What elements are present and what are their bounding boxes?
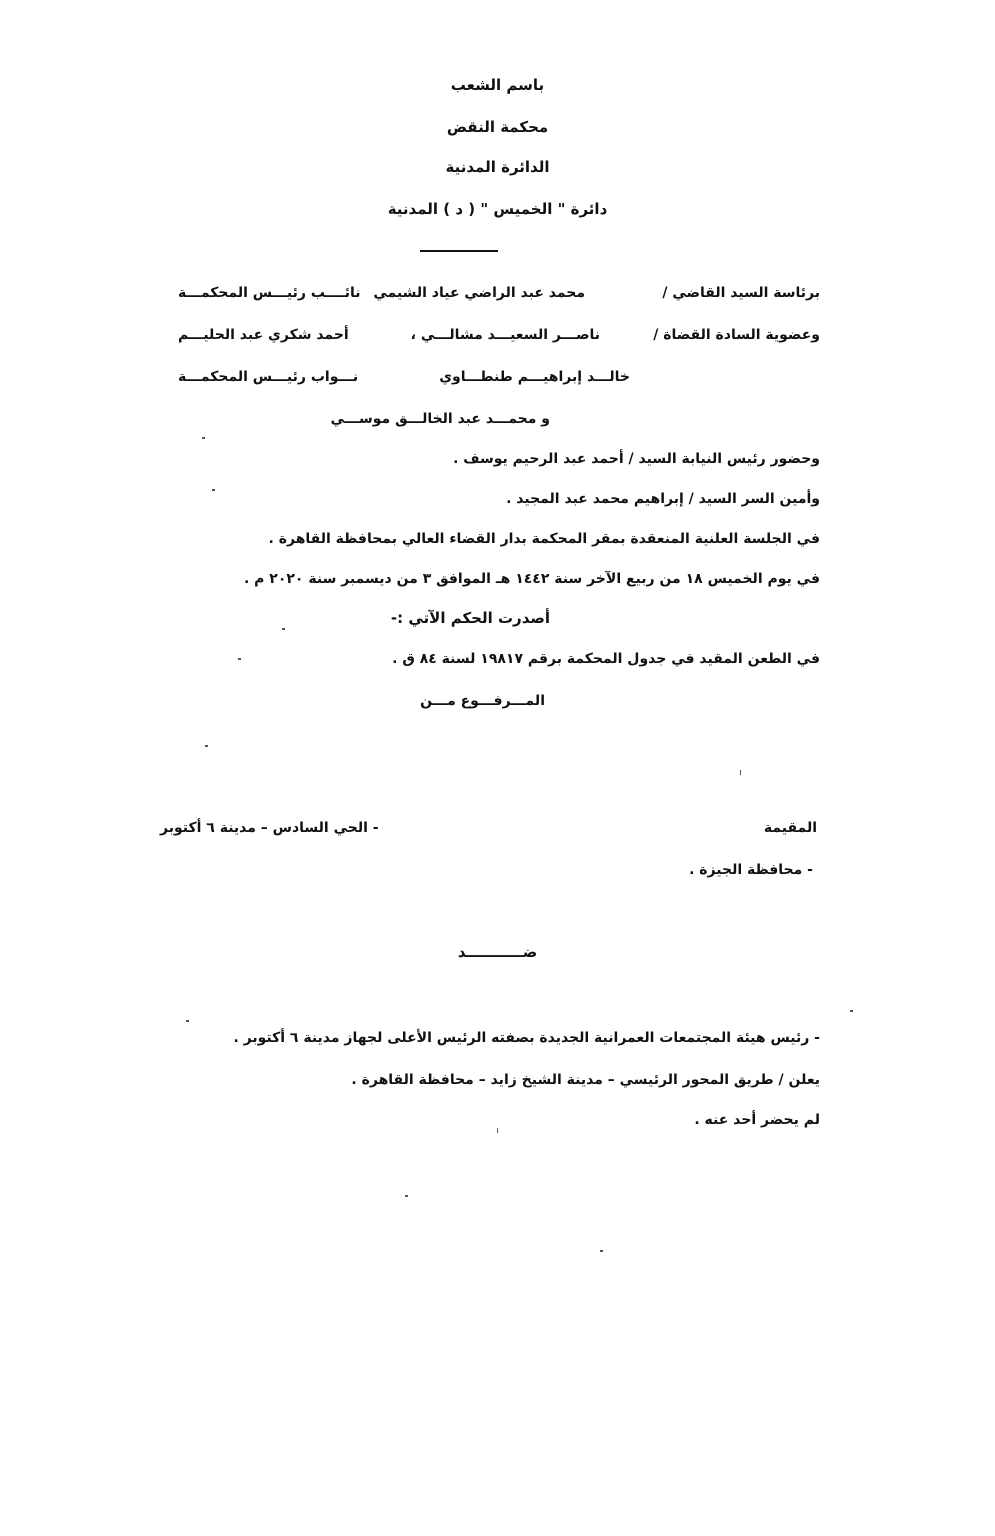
- scan-speck: [186, 1020, 189, 1022]
- appeal-line: في الطعن المقيد في جدول المحكمة برقم ١٩٨١٧ لسنة ٨٤ ق .: [392, 651, 820, 667]
- appellant-label: المقيمة: [763, 820, 817, 836]
- verdict-heading: أصدرت الحكم الآتي :-: [390, 609, 550, 627]
- scan-speck: [202, 437, 205, 439]
- scan-speck: [850, 1010, 853, 1012]
- secretary-line: وأمين السر السيد / إبراهيم محمد عبد المجيد .: [506, 491, 820, 507]
- member-3: خالـــد إبراهيـــم طنطـــاوي: [439, 369, 630, 385]
- appellant-address-2: - محافظة الجيزة .: [689, 862, 813, 878]
- presiding-name: محمد عبد الراضي عياد الشيمي: [373, 285, 585, 301]
- member-4: و محمـــد عبد الخالـــق موســـي: [330, 411, 550, 427]
- scan-speck: [238, 658, 241, 660]
- header-circuit-day: دائرة " الخميس " ( د ) المدنية: [387, 200, 608, 218]
- header-separator: [420, 250, 498, 252]
- respondent-address: يعلن / طريق المحور الرئيسي – مدينة الشيخ زايد – محافظة القاهرة .: [351, 1072, 820, 1088]
- scan-speck: [212, 489, 215, 491]
- session-place: في الجلسة العلنية المنعقدة بمقر المحكمة بدار القضاء العالي بمحافظة القاهرة .: [268, 531, 820, 547]
- scan-speck: [497, 1128, 498, 1133]
- member-1: ناصـــر السعيـــد مشالـــي ،: [410, 327, 600, 343]
- respondent-absence: لم يحضر أحد عنه .: [694, 1112, 820, 1128]
- filed-by-label: المـــرفـــوع مـــن: [420, 693, 545, 709]
- scan-speck: [600, 1250, 603, 1252]
- session-date: في يوم الخميس ١٨ من ربيع الآخر سنة ١٤٤٢ هـ الموافق ٣ من ديسمبر سنة ٢٠٢٠ م .: [243, 571, 820, 587]
- scan-speck: [205, 745, 208, 747]
- respondent-line: - رئيس هيئة المجتمعات العمرانية الجديدة بصفته الرئيس الأعلى لجهاز مدينة ٦ أكتوبر .: [233, 1030, 820, 1046]
- appellant-address-1: - الحي السادس – مدينة ٦ أكتوبر: [160, 820, 379, 836]
- presiding-label: برئاسة السيد القاضي /: [662, 285, 820, 301]
- presiding-title: نائــــب رئيـــس المحكمـــة: [178, 285, 361, 301]
- members-label: وعضوية السادة القضاة /: [653, 327, 820, 343]
- scan-speck: [282, 628, 285, 630]
- members-title: نـــواب رئيـــس المحكمـــة: [178, 369, 359, 385]
- scan-speck: [405, 1195, 408, 1197]
- member-2: أحمد شكري عبد الحليـــم: [178, 327, 349, 343]
- against-label: ضـــــــــــد: [457, 943, 538, 961]
- scan-speck: [740, 770, 741, 775]
- prosecution-line: وحضور رئيس النيابة السيد / أحمد عبد الرحيم يوسف .: [453, 451, 820, 467]
- header-circuit: الدائرة المدنية: [445, 158, 550, 176]
- header-court-name: محكمة النقض: [446, 118, 549, 136]
- header-people-name: باسم الشعب: [450, 76, 545, 94]
